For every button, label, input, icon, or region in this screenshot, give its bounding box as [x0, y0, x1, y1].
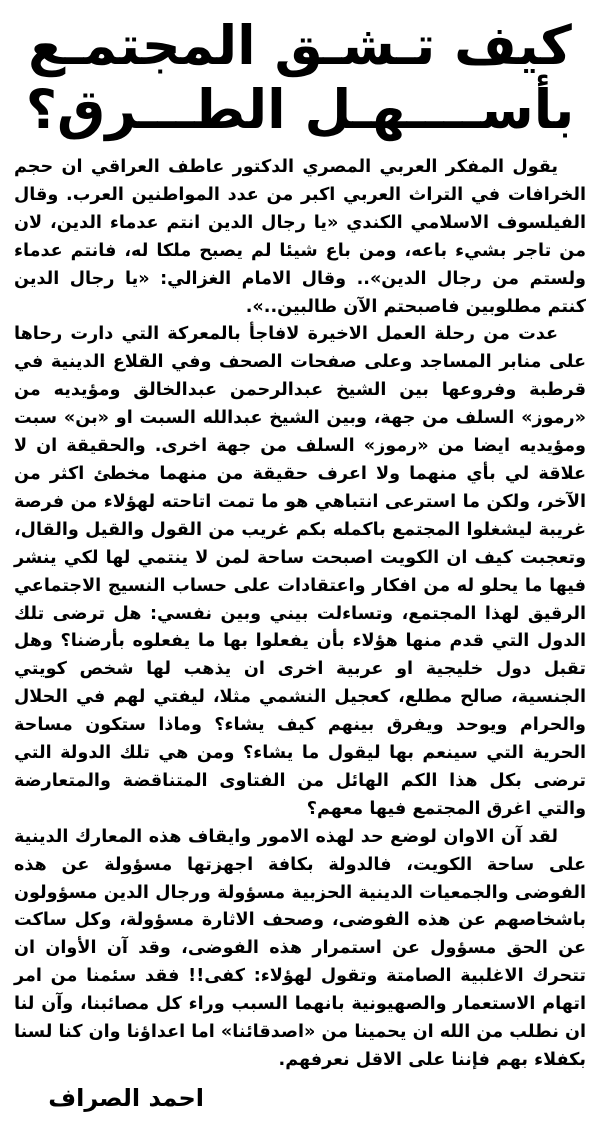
author-signature: احمد الصراف: [48, 1084, 204, 1112]
headline-line-2: بأســــهـل الطـــرق؟: [25, 78, 575, 141]
article-headline: [14, 14, 586, 142]
paragraph-3: لقد آن الاوان لوضع حد لهذه الامور وايقاف هذه المعارك الدينية على ساحة الكويت، فالدولة بكافة اجهزتها مسؤولة عن هذه الفوضى والجمعيات الدينية الحزبية مسؤولة ورجال الدين مسؤولون باشخاصهم عن هذه الفوضى، وصحف الاثارة مسؤولة، وكل ساكت عن الحق مسؤول عن استمرار هذه الفوضى، وقد آن الأوان ان تتحرك الاغلبية الصامتة وتقول لهؤلاء: كفى!! فقد سئمنا من امر اتهام الاستعمار والصهيونية بانهما السبب وراء كل مصائبنا، وآن لنا ان نطلب من الله ان يحمينا من «اصدقائنا» اما اعداؤنا وان كنا لسنا بكفلاء بهم فإننا على الاقل نعرفهم.: [14, 826, 586, 1070]
paragraph-2: عدت من رحلة العمل الاخيرة لافاجأ بالمعركة التي دارت رحاها على منابر المساجد وعلى صفحات الصحف وفي القلاع الدينية في قرطبة وفروعها بين الشيخ عبدالرحمن عبدالخالق ومؤيديه من «رموز» السلف من جهة، وبين الشيخ عبدالله السبت او «بن» سبت ومؤيديه ايضا من «رموز» السلف من جهة اخرى. والحقيقة ان لا علاقة لي بأي منهما ولا اعرف حقيقة من منهما مخطئ اكثر من الآخر، ولكن ما استرعى انتباهي هو ما تمت اتاحته لهؤلاء من فرصة غريبة ليشغلوا المجتمع باكمله بكم غريب من القول والقيل والقال، وتعجبت كيف ان الكويت اصبحت ساحة لمن لا ينتمي لها لكي ينشر فيها ما يحلو له من افكار واعتقادات على حساب النسيج الاجتماعي الرقيق لهذا المجتمع، وتساءلت بيني وبين نفسي: هل ترضى تلك الدول التي قدم منها هؤلاء بأن يفعلوا بها ما يفعلوه بأرضنا؟ وهل تقبل دول خليجية او عربية اخرى ان يذهب لها شخص كويتي الجنسية، صالح مطلع، كعجيل النشمي مثلا، ليفتي لهم في الحلال والحرام ويوحد ويفرق بينهم كيف يشاء؟ وماذا ستكون مساحة الحرية التي سينعم بها ليقول ما يشاء؟ ومن هي تلك الدولة التي ترضى بكل هذا الكم الهائل من الفتاوى المتناقضة والمتعارضة والتي اغرق المجتمع فيها معهم؟: [14, 324, 586, 819]
article-body: [14, 154, 586, 1075]
headline-line-1: كيف تـشـق المجتمـع: [28, 14, 572, 77]
paragraph-1: يقول المفكر العربي المصري الدكتور عاطف العراقي ان حجم الخرافات في التراث العربي اكبر من عدد المواطنين العرب. وقال الفيلسوف الاسلامي الكندي «يا رجال الدين انتم عدماء الدين، لان من تاجر بشيء باعه، ومن باع شيئا لم يصبح ملكا له، فانتم عدماء ولستم من رجال الدين».. وقال الامام الغزالي: «يا رجال الدين كنتم مطلوبين فاصبحتم الآن طالبين..».: [14, 157, 586, 317]
